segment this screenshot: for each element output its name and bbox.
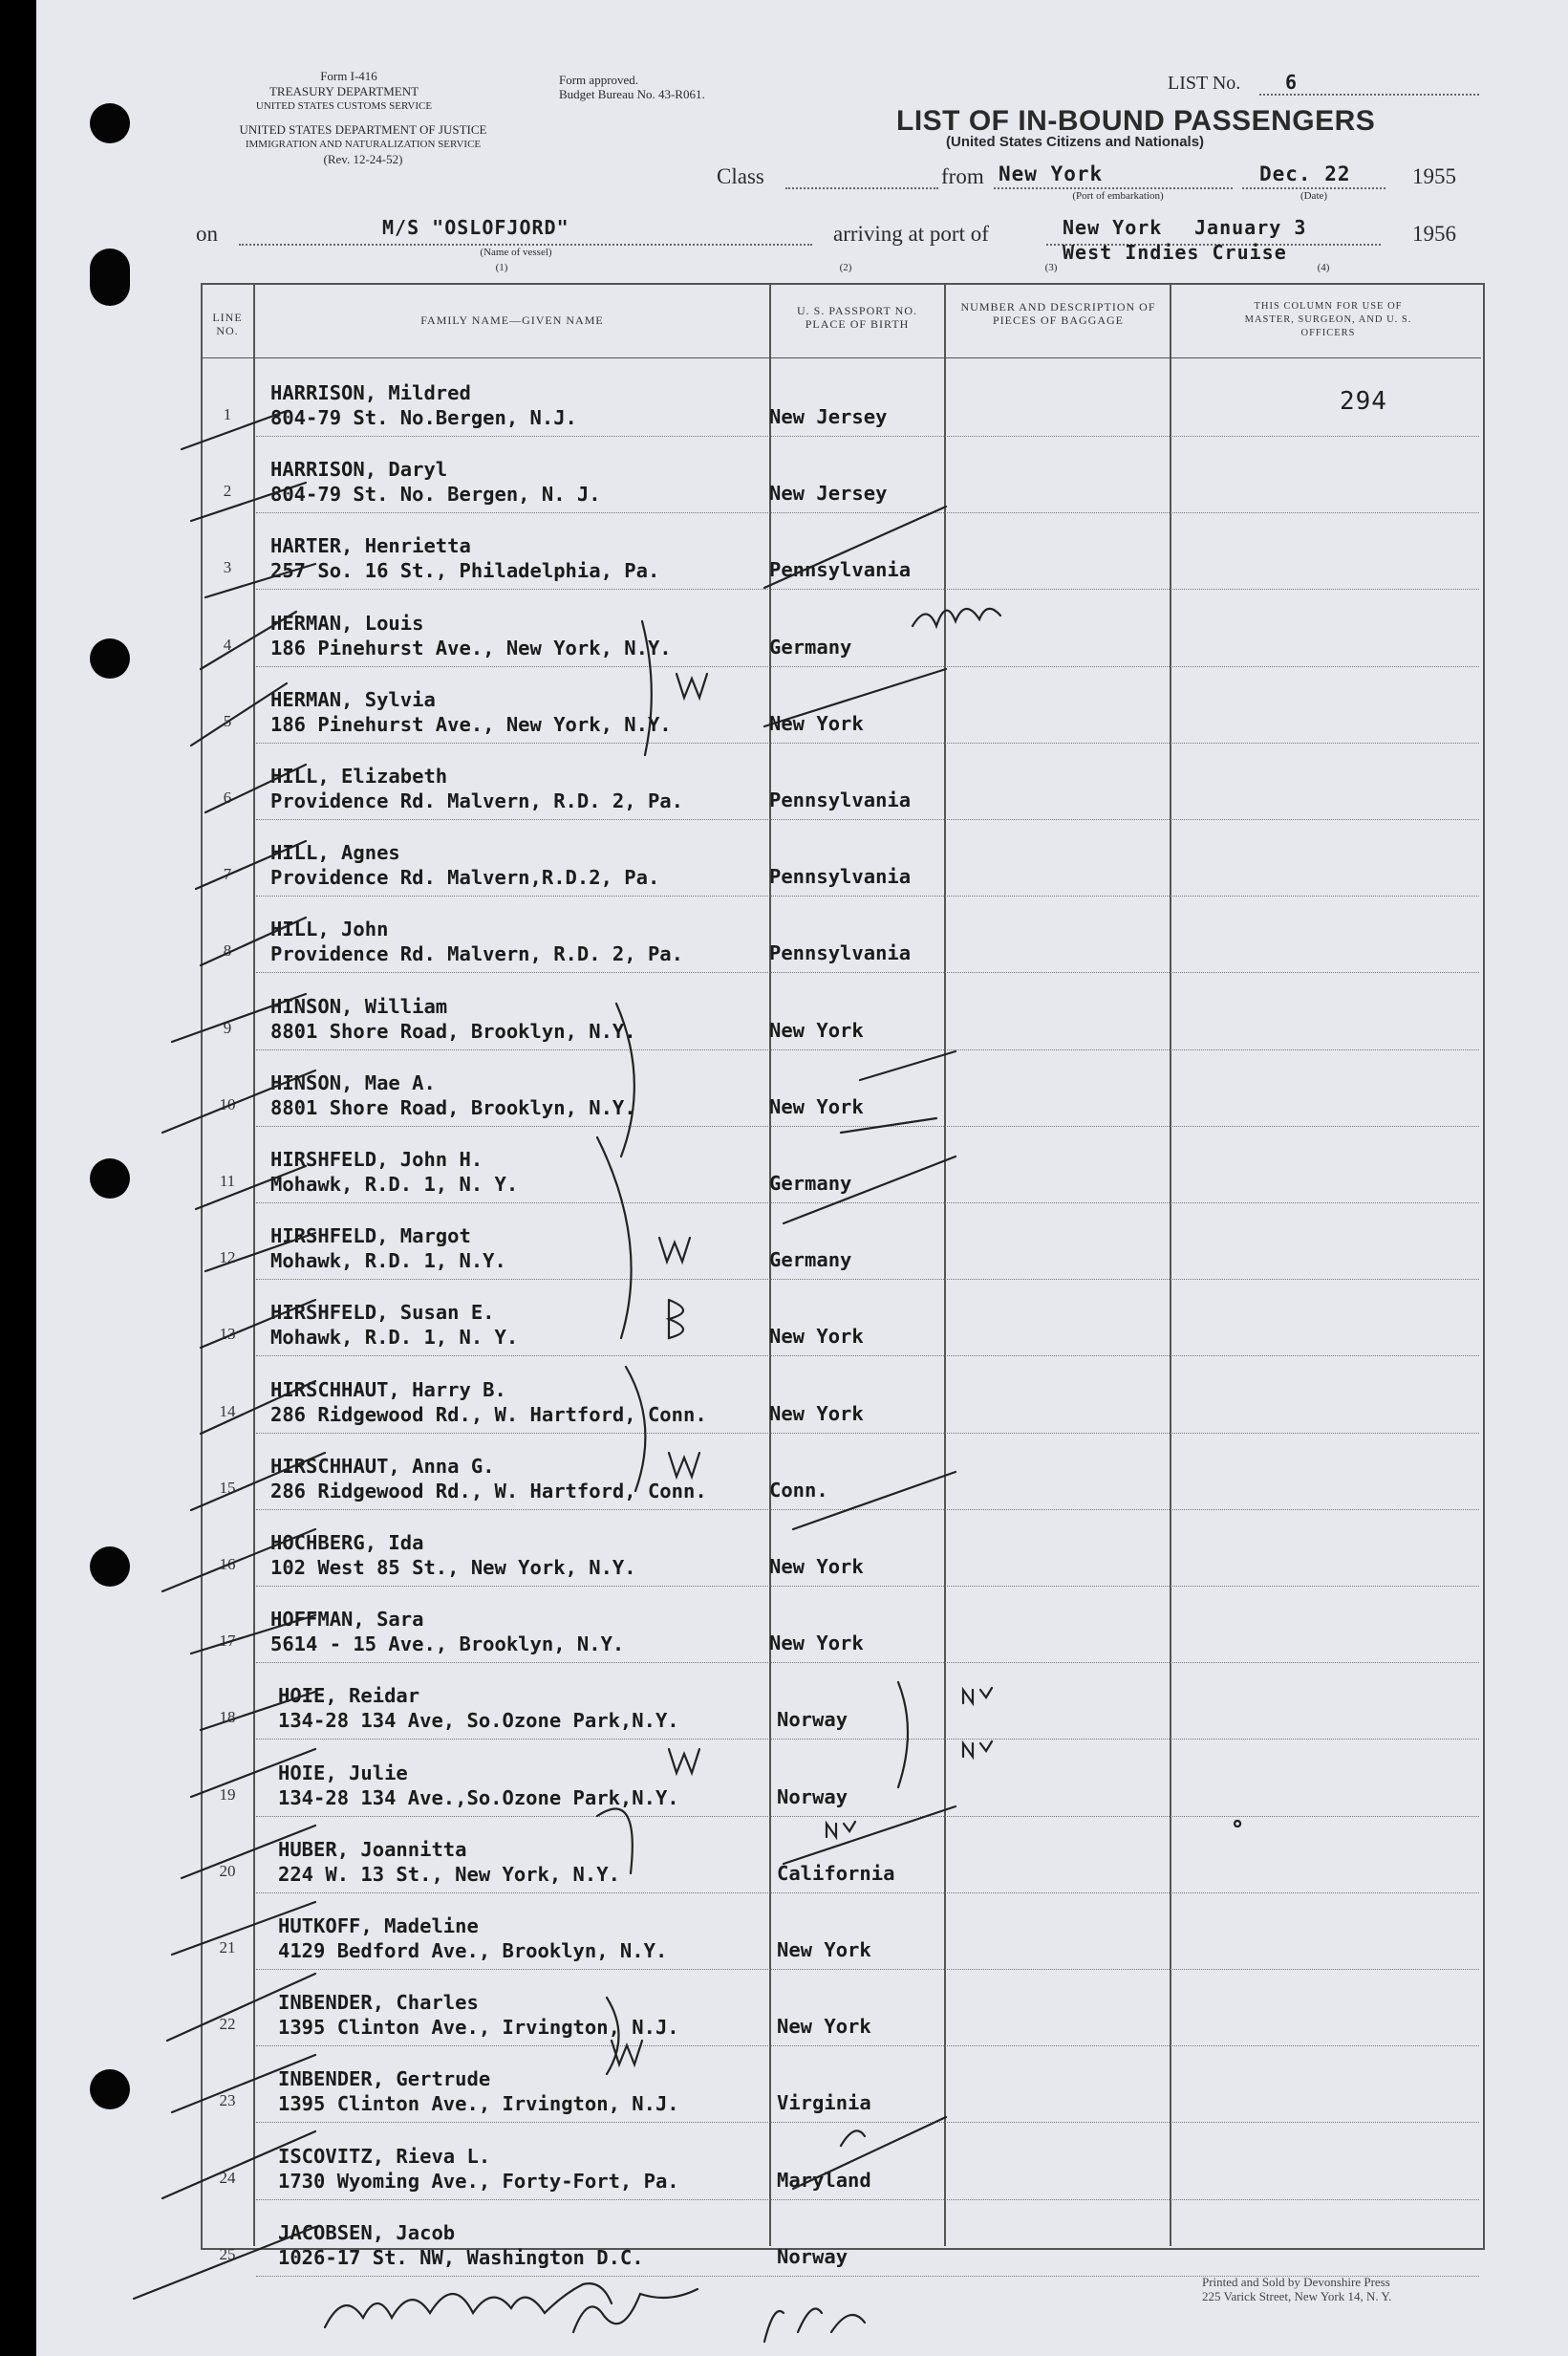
customs-service: UNITED STATES CUSTOMS SERVICE xyxy=(255,100,433,112)
passenger-address: 804-79 St. No. Bergen, N. J. xyxy=(270,483,601,507)
line-number: 21 xyxy=(219,1938,236,1956)
place-of-birth: Germany xyxy=(769,1248,852,1272)
caption-3: (3) xyxy=(1044,262,1058,273)
place-of-birth: New York xyxy=(777,1938,871,1961)
place-of-birth: New York xyxy=(769,1094,864,1118)
passenger-name: JACOBSEN, Jacob xyxy=(278,2220,456,2244)
line-number: 16 xyxy=(219,1555,236,1573)
col-officers: THIS COLUMN FOR USE OF MASTER, SURGEON, AND U. S. OFFICERS xyxy=(1244,301,1412,338)
passenger-address: Providence Rd. Malvern, R.D. 2, Pa. xyxy=(270,942,683,966)
list-label: LIST No. xyxy=(1168,73,1241,94)
place-of-birth: Pennsylvania xyxy=(769,558,912,582)
date-caption: (Date) xyxy=(1300,190,1328,202)
printer-line: Printed and Sold by Devonshire Press xyxy=(1202,2275,1390,2289)
form-subtitle: (United States Citizens and Nationals) xyxy=(946,134,1205,150)
place-of-birth: New York xyxy=(769,1325,864,1349)
passenger-name: HIRSCHHAUT, Harry B. xyxy=(270,1377,506,1401)
passenger-name: HOIE, Julie xyxy=(278,1761,408,1784)
place-of-birth: Virginia xyxy=(777,2091,871,2115)
place-of-birth: New York xyxy=(769,1555,864,1578)
treasury-dept: TREASURY DEPARTMENT xyxy=(268,84,419,98)
printer-address: 225 Varick Street, New York 14, N. Y. xyxy=(1202,2289,1392,2303)
place-of-birth: Norway xyxy=(777,2244,848,2268)
passenger-name: HILL, Elizabeth xyxy=(270,765,448,788)
passenger-name: INBENDER, Gertrude xyxy=(278,2067,491,2091)
place-of-birth: Germany xyxy=(769,635,852,659)
passenger-name: HARTER, Henrietta xyxy=(270,534,471,558)
line-number: 14 xyxy=(219,1401,236,1420)
caption-2: (2) xyxy=(839,262,852,273)
port-emb-caption: (Port of embarkation) xyxy=(1072,190,1164,202)
passenger-name: HIRSCHHAUT, Anna G. xyxy=(270,1454,495,1478)
passenger-address: 1026-17 St. NW, Washington D.C. xyxy=(278,2245,644,2269)
line-number: 20 xyxy=(219,1861,236,1880)
line-number: 10 xyxy=(219,1094,236,1113)
passenger-address: 286 Ridgewood Rd., W. Hartford, Conn. xyxy=(270,1402,707,1426)
from-label: from xyxy=(941,164,984,188)
place-of-birth: Pennsylvania xyxy=(769,941,912,965)
place-of-birth: Conn. xyxy=(769,1478,828,1502)
passenger-address: Providence Rd. Malvern, R.D. 2, Pa. xyxy=(270,789,683,812)
passenger-address: 224 W. 13 St., New York, N.Y. xyxy=(278,1862,620,1886)
place-of-birth: New Jersey xyxy=(769,405,888,428)
passenger-address: 186 Pinehurst Ave., New York, N.Y. xyxy=(270,712,672,736)
line-number: 2 xyxy=(223,482,232,501)
passenger-address: 257 So. 16 St., Philadelphia, Pa. xyxy=(270,559,660,583)
line-number: 25 xyxy=(219,2244,236,2263)
form-approved: Form approved. xyxy=(559,73,639,87)
passenger-name: HILL, Agnes xyxy=(270,841,400,865)
line-number: 18 xyxy=(219,1708,236,1727)
place-of-birth: New York xyxy=(769,1401,864,1425)
passenger-name: HARRISON, Daryl xyxy=(270,458,448,482)
col-baggage: NUMBER AND DESCRIPTION OF PIECES OF BAGGAGE xyxy=(960,300,1156,327)
budget-bureau: Budget Bureau No. 43-R061. xyxy=(559,87,705,101)
passenger-name: HERMAN, Louis xyxy=(270,611,424,635)
line-number: 9 xyxy=(223,1018,232,1037)
passenger-address: 804-79 St. No.Bergen, N.J. xyxy=(270,406,577,429)
line-number: 15 xyxy=(219,1478,236,1497)
line-number: 13 xyxy=(219,1325,236,1344)
passenger-name: HINSON, Mae A. xyxy=(270,1070,436,1094)
embarkation-year: 1955 xyxy=(1412,164,1456,188)
line-number: 4 xyxy=(223,635,232,654)
class-label: Class xyxy=(717,164,764,188)
passenger-address: 8801 Shore Road, Brooklyn, N.Y. xyxy=(270,1019,636,1043)
caption-4: (4) xyxy=(1317,262,1330,273)
cruise-name: West Indies Cruise xyxy=(1063,241,1287,264)
on-label: on xyxy=(196,222,218,246)
arrival-date: January 3 xyxy=(1194,216,1307,239)
place-of-birth: Germany xyxy=(769,1172,852,1195)
line-number: 6 xyxy=(223,789,232,807)
line-number: 24 xyxy=(219,2168,236,2187)
passenger-name: ISCOVITZ, Rieva L. xyxy=(278,2144,491,2168)
line-number: 22 xyxy=(219,2015,236,2034)
passenger-address: 1395 Clinton Ave., Irvington, N.J. xyxy=(278,2092,679,2116)
list-number: 6 xyxy=(1285,71,1299,94)
line-number: 8 xyxy=(223,941,232,961)
place-of-birth: Maryland xyxy=(777,2168,871,2192)
place-of-birth: Pennsylvania xyxy=(769,789,912,811)
passenger-name: HOIE, Reidar xyxy=(278,1684,420,1708)
passenger-name: HINSON, William xyxy=(270,994,448,1018)
passenger-name: HUTKOFF, Madeline xyxy=(278,1914,479,1937)
passenger-address: Mohawk, R.D. 1, N. Y. xyxy=(270,1326,519,1350)
col-passport: U. S. PASSPORT NO. PLACE OF BIRTH xyxy=(797,304,917,331)
line-number: 12 xyxy=(219,1248,236,1267)
passenger-name: HARRISON, Mildred xyxy=(270,381,471,404)
caption-1: (1) xyxy=(495,262,508,273)
passenger-name: HERMAN, Sylvia xyxy=(270,687,436,711)
vessel-caption: (Name of vessel) xyxy=(480,247,552,258)
passenger-address: 134-28 134 Ave, So.Ozone Park,N.Y. xyxy=(278,1709,679,1733)
passenger-name: HILL, John xyxy=(270,918,389,941)
passenger-address: Mohawk, R.D. 1, N. Y. xyxy=(270,1173,519,1196)
place-of-birth: New York xyxy=(769,1632,864,1655)
stamp-number: 294 xyxy=(1340,387,1387,416)
passenger-name: HOFFMAN, Sara xyxy=(270,1608,424,1632)
place-of-birth: New York xyxy=(769,711,864,735)
embarkation-date: Dec. 22 xyxy=(1259,162,1351,185)
passenger-name: HIRSHFELD, Susan E. xyxy=(270,1301,495,1325)
arrival-year: 1956 xyxy=(1412,222,1456,246)
col-line-no: LINE NO. xyxy=(212,311,243,337)
passenger-address: Mohawk, R.D. 1, N.Y. xyxy=(270,1249,506,1273)
line-number: 5 xyxy=(223,711,232,730)
form-number: Form I-416 xyxy=(320,69,377,83)
form-title: LIST OF IN-BOUND PASSENGERS xyxy=(896,105,1376,137)
line-number: 7 xyxy=(223,865,232,884)
passenger-address: 8801 Shore Road, Brooklyn, N.Y. xyxy=(270,1095,636,1119)
port-of-embarkation: New York xyxy=(999,162,1104,185)
passenger-name: INBENDER, Charles xyxy=(278,1991,479,2015)
line-number: 1 xyxy=(223,405,232,423)
place-of-birth: New York xyxy=(769,1018,864,1042)
ins-service: IMMIGRATION AND NATURALIZATION SERVICE xyxy=(245,139,482,150)
passenger-address: Providence Rd. Malvern,R.D.2, Pa. xyxy=(270,866,660,890)
line-number: 19 xyxy=(219,1784,236,1804)
place-of-birth: New Jersey xyxy=(769,482,888,506)
passenger-name: HOCHBERG, Ida xyxy=(270,1531,424,1554)
line-number: 3 xyxy=(223,558,232,577)
place-of-birth: Pennsylvania xyxy=(769,865,912,889)
line-number: 17 xyxy=(219,1632,236,1651)
passenger-address: 102 West 85 St., New York, N.Y. xyxy=(270,1556,636,1579)
revision-date: (Rev. 12-24-52) xyxy=(323,152,403,166)
line-number: 23 xyxy=(219,2091,236,2110)
passenger-address: 5614 - 15 Ave., Brooklyn, N.Y. xyxy=(270,1632,625,1656)
passenger-address: 1395 Clinton Ave., Irvington, N.J. xyxy=(278,2016,679,2040)
place-of-birth: New York xyxy=(777,2015,871,2039)
passenger-name: HUBER, Joannitta xyxy=(278,1837,467,1861)
arriving-label: arriving at port of xyxy=(833,222,989,246)
passenger-name: HIRSHFELD, Margot xyxy=(270,1224,471,1248)
line-number: 11 xyxy=(219,1172,236,1190)
passenger-address: 186 Pinehurst Ave., New York, N.Y. xyxy=(270,636,672,659)
passenger-address: 134-28 134 Ave.,So.Ozone Park,N.Y. xyxy=(278,1785,679,1809)
justice-dept: UNITED STATES DEPARTMENT OF JUSTICE xyxy=(239,122,487,137)
passenger-address: 4129 Bedford Ave., Brooklyn, N.Y. xyxy=(278,1939,668,1962)
arrival-port: New York xyxy=(1063,216,1163,239)
passenger-name: HIRSHFELD, John H. xyxy=(270,1148,483,1171)
place-of-birth: Norway xyxy=(777,1784,848,1808)
passenger-address: 286 Ridgewood Rd., W. Hartford, Conn. xyxy=(270,1479,707,1502)
place-of-birth: Norway xyxy=(777,1708,848,1732)
passenger-address: 1730 Wyoming Ave., Forty-Fort, Pa. xyxy=(278,2169,679,2193)
col-family-name: FAMILY NAME—GIVEN NAME xyxy=(420,313,604,327)
vessel-name: M/S "OSLOFJORD" xyxy=(382,216,569,239)
place-of-birth: California xyxy=(777,1861,895,1885)
